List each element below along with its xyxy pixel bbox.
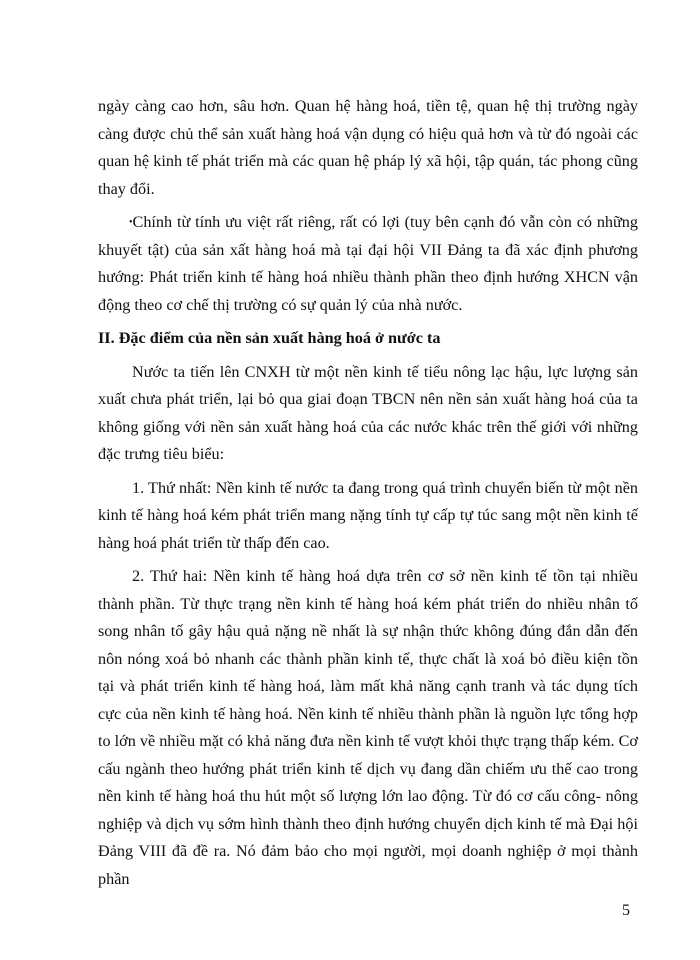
paragraph-second-feature: 2. Thứ hai: Nền kinh tế hàng hoá dựa trên cơ sở nền kinh tế tồn tại nhiều thành phần. Từ thực trạng nền kinh tế hàng hoá kém phát triển do nhiều nhân tố song nhân tố gây hậu quả nặng nề nhất là sự nhận thức không đúng đắn dẫn đến nôn nóng xoá bỏ nhanh các thành phần kinh tế, thực chất là xoá bỏ điều kiện tồn tại và phát triển kinh tế hàng hoá, làm mất khả năng cạnh tranh và tác dụng tích cực của nền kinh tế hàng hoá. Nền kinh tế nhiều thành phần là nguồn lực tổng hợp to lớn về nhiều mặt có khả năng đưa nền kinh tế vượt khỏi thực trạng thấp kém. Cơ cấu ngành theo hướng phát triển kinh tế dịch vụ đang dần chiếm ưu thế cao trong nền kinh tế hàng hoá thu hút một số lượng lớn lao động. Từ đó cơ cấu công- nông nghiệp và dịch vụ sớm hình thành theo định hướng chuyển dịch kinh tế mà Đại hội Đảng VIII đã đề ra. Nó đảm bảo cho mọi người, mọi doanh nghiệp ở mọi thành phần	[98, 567, 638, 888]
bullet-icon: •	[129, 217, 133, 228]
bullet-paragraph-text: Chính từ tính ưu việt rất riêng, rất có lợi (tuy bên cạnh đó vẫn còn có những khuyết tật) của sản xất hàng hoá mà tại đại hội VII Đảng ta đã xác định phương hướng: Phát triển kinh tế hàng hoá nhiều thành phần theo định hướng XHCN vận động theo cơ chế thị trường có sự quản lý của nhà nước.	[98, 213, 638, 314]
paragraph-first-feature: 1. Thứ nhất: Nền kinh tế nước ta đang trong quá trình chuyển biến từ một nền kinh tế hàng hoá kém phát triển mang nặng tính tự cấp tự túc sang một nền kinh tế hàng hoá phát triển từ thấp đến cao.	[98, 478, 638, 552]
page-number: 5	[622, 902, 630, 919]
bullet-paragraph	[98, 209, 638, 319]
section-heading: II. Đặc điểm của nền sản xuất hàng hoá ở nước ta	[98, 329, 441, 347]
paragraph-intro: Nước ta tiến lên CNXH từ một nền kinh tế tiểu nông lạc hậu, lực lượng sản xuất chưa phát triển, lại bỏ qua giai đoạn TBCN nên nền sản xuất hàng hoá của ta không giống với nền sản xuất hàng hoá của các nước khác trên thế giới với những đặc trưng tiêu biểu:	[98, 362, 638, 463]
paragraph-continuation: ngày càng cao hơn, sâu hơn. Quan hệ hàng hoá, tiền tệ, quan hệ thị trường ngày càng được chủ thể sản xuất hàng hoá vận dụng có hiệu quả hơn và từ đó ngoài các quan hệ kinh tế phát triển mà các quan hệ pháp lý xã hội, tập quán, tác phong cũng thay đổi.	[98, 97, 638, 198]
document-page	[98, 93, 638, 899]
